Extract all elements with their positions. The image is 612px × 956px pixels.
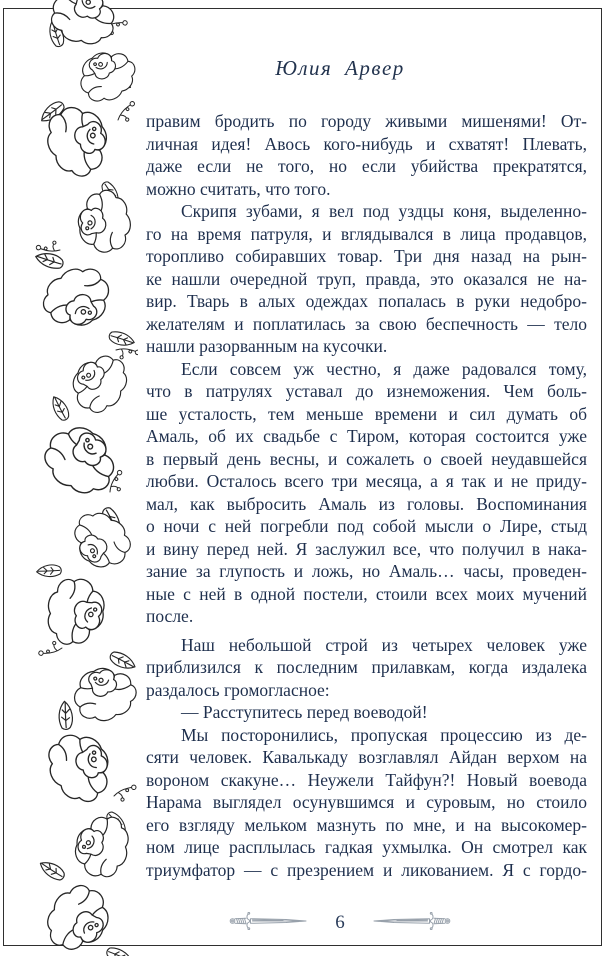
text-line: и вину перед ней. Я заслужил все, что получил в нака- (146, 538, 587, 559)
sword-left-icon (229, 912, 309, 930)
paragraph (146, 724, 587, 882)
text-line: нашли разорванным на кусочки. (146, 336, 388, 356)
text-line: даже если не того, но если убийства прекратятся, (146, 156, 587, 176)
text-line: раздалось громогласное: (146, 679, 330, 700)
author-header: Юлия Арвер (275, 56, 405, 80)
page-number: 6 (335, 911, 345, 933)
paragraph (146, 634, 587, 702)
text-line: вороном скакуне… Неужели Тайфун?! Новый воевода (146, 769, 587, 790)
paragraph (146, 701, 587, 724)
text-line: личная идея! Авось кого-нибудь и схватят! Плевать, (146, 133, 587, 154)
text-line: ном лице расплылась гадкая ухмылка. Он смотрел как (146, 837, 587, 857)
text-line: Если совсем уж честно, я даже радовался тому, (181, 358, 587, 379)
floral-border-icon (26, 0, 138, 956)
text-line: приблизился к последним прилавкам, когда издалека (146, 657, 587, 677)
paragraph (146, 358, 587, 628)
text-line: Наш небольшой строй из четырех человек уже (181, 634, 587, 655)
text-line: го на время патруля, и вглядывался в лица продавцов, (146, 223, 587, 244)
text-line: Нарама выглядел осунувшимся и суровым, но стоило (146, 792, 587, 812)
text-line: Амаль, об их свадьбе с Тиром, которая состоится уже (146, 426, 587, 446)
text-line: любви. Осталось всего три месяца, а я так и не приду- (146, 471, 587, 491)
text-line: сяти человек. Кавалькаду возглавлял Айдан верхом на (146, 747, 587, 767)
text-line: ше усталость, тем меньше времени и сил думать об (146, 403, 587, 424)
text-line: триумфатор — с презрением и ликованием. Я с гордо- (146, 859, 587, 880)
text-line: желателям и поплатилась за свою беспечность — тело (146, 313, 587, 334)
text-line: Мы посторонились, пропуская процессию из де- (181, 724, 587, 745)
text-line: торопливо собиравших товар. Три дня назад на рын- (146, 246, 587, 266)
text-line: в первый день весны, и сожалеть о своей неудавшейся (146, 448, 587, 469)
text-line: мал, как выбросить Амаль из головы. Воспоминания (146, 493, 587, 514)
text-line: о ночи с ней погребли под собой мысли о Лире, стыд (146, 516, 587, 536)
text-line: — Расступитесь перед воеводой! (181, 702, 428, 722)
text-line: Скрипя зубами, я вел под уздцы коня, выделенно- (181, 201, 587, 221)
text-line: можно считать, что того. (146, 178, 331, 199)
sword-right-icon (371, 912, 451, 930)
text-line: зание за глупость и ложь, но Амаль… часы, проведен- (146, 561, 587, 581)
text-line: ке нашли очередной труп, правда, это оказался не на- (146, 268, 587, 289)
paragraph (146, 200, 587, 358)
text-line: вир. Тварь в алых одеждах попалась в руки недобро- (146, 291, 587, 311)
text-line: после. (146, 606, 194, 626)
paragraph (146, 110, 587, 200)
text-line: правим бродить по городу живыми мишенями! От- (146, 111, 587, 131)
text-line: его взгляду мельком мазнуть по мне, и на высокомер- (146, 814, 587, 835)
text-line: что в патрулях уставал до изнеможения. Чем боль- (146, 381, 587, 401)
text-line: ные с ней в одной постели, стоили всех моих мучений (146, 583, 587, 604)
body-text (146, 110, 587, 881)
page-footer (110, 906, 570, 936)
